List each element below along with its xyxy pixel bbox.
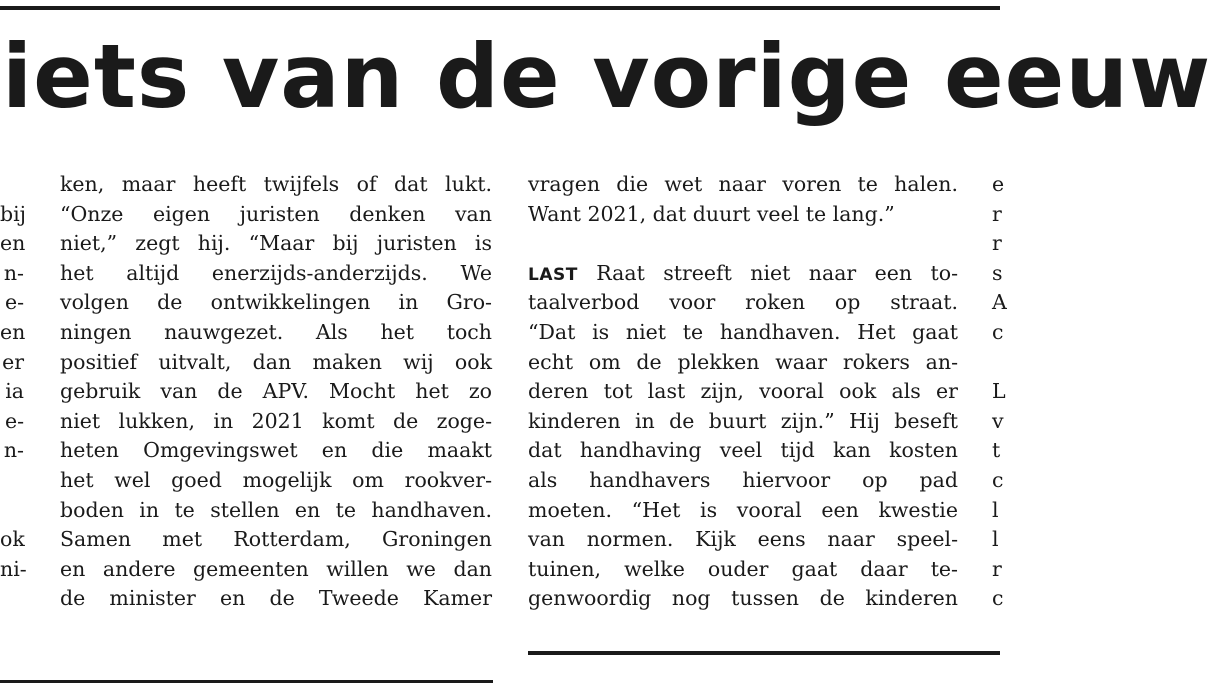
text-line: kinderen in de buurt zijn.” Hij beseft — [528, 408, 958, 433]
text-line: “Dat is niet te handhaven. Het gaat — [528, 319, 958, 344]
text-line: c — [992, 586, 1004, 611]
text-line: vragen die wet naar voren te halen. — [528, 172, 958, 196]
text-line: ok — [0, 527, 25, 552]
text-line — [0, 170, 24, 200]
text-line: l — [992, 497, 999, 522]
text-line — [0, 466, 24, 496]
text-line: en andere gemeenten willen we dan — [60, 556, 492, 581]
article-column-b — [528, 170, 958, 614]
text-line: t — [992, 438, 1001, 463]
text-line: e — [992, 172, 1005, 196]
text-line: “Onze eigen juristen denken van — [60, 201, 492, 226]
text-line: e- — [4, 290, 24, 315]
text-line: v — [992, 408, 1004, 433]
right-column-fragment — [992, 170, 1007, 614]
text-line: niet lukken, in 2021 komt de zoge- — [60, 408, 492, 433]
text-line: echt om de plekken waar rokers an- — [528, 349, 958, 374]
bottom-rule-right — [528, 651, 1000, 655]
section-kicker: LAST — [528, 264, 578, 285]
text-line: c — [992, 467, 1004, 492]
text-line: tuinen, welke ouder gaat daar te- — [528, 556, 958, 581]
text-line: als handhavers hiervoor op pad — [528, 467, 958, 492]
text-line: bij — [0, 201, 27, 226]
text-line: gebruik van de APV. Mocht het zo — [60, 379, 492, 404]
text-line: en — [0, 231, 26, 256]
text-line: r — [992, 556, 1002, 581]
text-line: boden in te stellen en te handhaven. — [60, 497, 492, 522]
headline: iets van de vorige eeuw — [2, 25, 1211, 128]
text-line: s — [992, 260, 1003, 285]
text-line: moeten. “Het is vooral een kwestie — [528, 497, 958, 522]
text-line: volgen de ontwikkelingen in Gro- — [60, 290, 492, 315]
text-line: er — [2, 349, 24, 374]
text-line: ken, maar heeft twijfels of dat lukt. — [60, 172, 492, 196]
paragraph-gap — [528, 229, 958, 259]
text-line: de minister en de Tweede Kamer — [60, 586, 492, 611]
text-line: r — [992, 201, 1002, 226]
text-line: positief uitvalt, dan maken wij ook — [60, 349, 492, 374]
text-line: van normen. Kijk eens naar speel- — [528, 527, 958, 552]
top-rule — [0, 6, 1000, 10]
text-line: deren tot last zijn, vooral ook als er — [528, 379, 958, 404]
text-line: n- — [3, 438, 24, 463]
text-line: taalverbod voor roken op straat. — [528, 290, 958, 315]
text-line: het wel goed mogelijk om rookver- — [60, 467, 492, 492]
text-line: e- — [4, 408, 24, 433]
text-line: dat handhaving veel tijd kan kosten — [528, 438, 958, 463]
text-line: ia — [5, 379, 24, 404]
text-line: l — [992, 527, 999, 552]
bottom-rule-left — [0, 680, 493, 683]
text-line: n- — [3, 260, 24, 285]
text-line: ni- — [0, 556, 27, 581]
left-column-fragment — [0, 170, 27, 584]
text-line-rest: Raat streeft niet naar een to- — [577, 260, 958, 285]
kicker-line — [528, 259, 958, 289]
text-line: ningen nauwgezet. Als het toch — [60, 319, 492, 344]
text-line: c — [992, 319, 1004, 344]
article-column-a — [60, 170, 492, 614]
text-line: Samen met Rotterdam, Groningen — [60, 527, 492, 552]
text-line — [992, 348, 1000, 378]
text-line: L — [992, 379, 1006, 404]
text-line — [0, 496, 24, 526]
text-line: en — [0, 319, 26, 344]
text-line: heten Omgevingswet en die maakt — [60, 438, 492, 463]
text-line: A — [992, 290, 1007, 315]
text-line: Want 2021, dat duurt veel te lang.” — [528, 201, 895, 226]
text-line: r — [992, 231, 1002, 256]
text-line: niet,” zegt hij. “Maar bij juristen is — [60, 231, 492, 256]
text-line: genwoordig nog tussen de kinderen — [528, 586, 958, 611]
text-line: het altijd enerzijds-anderzijds. We — [60, 260, 492, 285]
